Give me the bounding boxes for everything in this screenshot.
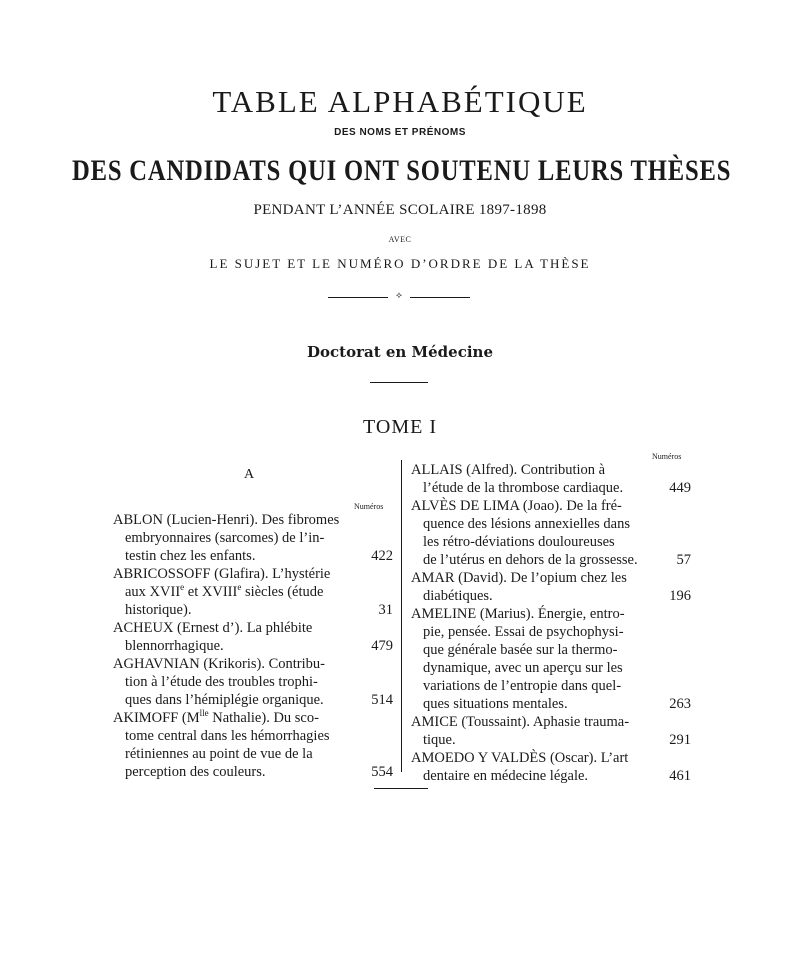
entry-line: AGHAVNIAN (Krikoris). Contribu- (113, 656, 325, 672)
entry-line: AKIMOFF ($M^{lle}$ Nathalie). Du sco- (113, 708, 319, 726)
subtitle-avec: AVEC (388, 235, 412, 244)
title-candidates: DES CANDIDATS QUI ONT SOUTENU LEURS THÈSES (72, 154, 732, 187)
tome-heading: TOME I (363, 416, 437, 438)
column-divider (401, 460, 402, 772)
entry-line: historique). (125, 602, 192, 618)
entry-line: ALLAIS (Alfred). Contribution à (411, 462, 606, 478)
thesis-number: 196 (669, 588, 691, 604)
entry-line: de l’utérus en dehors de la grossesse. (423, 552, 638, 568)
section-divider (370, 382, 428, 383)
entry-line: testin chez les enfants. (125, 548, 256, 564)
entry-line: aux XVIIe et XVIIIe siècles (étude (125, 582, 324, 600)
thesis-number: 31 (378, 602, 393, 618)
thesis-number: 263 (669, 696, 691, 712)
entry-line: AMOEDO Y VALDÈS (Oscar). L’art (411, 750, 629, 766)
entry-line: ques dans l’hémiplégie organique. (125, 692, 324, 708)
entry-line: ALVÈS DE LIMA (Joao). De la fré- (411, 498, 622, 514)
entry-line: rétiniennes au point de vue de la (125, 746, 313, 762)
thesis-number: 554 (371, 764, 393, 780)
thesis-number: 461 (669, 768, 691, 784)
numeros-label-left: Numéros (354, 502, 384, 511)
numeros-label-right: Numéros (652, 452, 682, 461)
subtitle-subject: LE SUJET ET LE NUMÉRO D’ORDRE DE LA THÈSE (209, 256, 591, 271)
thesis-number: 449 (669, 480, 691, 496)
thesis-number: 479 (371, 638, 393, 654)
subtitle-period: PENDANT L’ANNÉE SCOLAIRE 1897-1898 (253, 202, 547, 218)
entry-line: AMAR (David). De l’opium chez les (411, 570, 627, 586)
right-column (411, 461, 691, 784)
entry-line: AMELINE (Marius). Énergie, entro- (411, 606, 625, 622)
section-title: Doctorat en Médecine (307, 343, 493, 361)
entry-line: ACHEUX (Ernest d’). La phlébite (113, 620, 313, 636)
entry-line: embryonnaires (sarcomes) de l’in- (125, 530, 325, 546)
entry-line: l’étude de la thrombose cardiaque. (423, 480, 624, 496)
letter-heading: A (244, 467, 255, 482)
entry-line: diabétiques. (423, 588, 493, 604)
entry-line: tome central dans les hémorrhagies (125, 728, 330, 744)
entry-line: pie, pensée. Essai de psychophysi- (423, 624, 624, 640)
page-title: TABLE ALPHABÉTIQUE (212, 84, 588, 119)
entry-line: blennorrhagique. (125, 638, 224, 654)
entry-line: tion à l’étude des troubles trophi- (125, 674, 318, 690)
ornament-icon: ⟡ (388, 290, 410, 302)
closing-divider (374, 788, 428, 789)
subtitle-names: DES NOMS ET PRÉNOMS (334, 127, 466, 138)
entry-line: dentaire en médecine légale. (423, 768, 589, 784)
thesis-number: 422 (371, 548, 393, 564)
entry-line: perception des couleurs. (125, 764, 266, 780)
entry-line: tique. (423, 732, 456, 748)
entry-line: AMICE (Toussaint). Aphasie trauma- (411, 714, 630, 730)
entry-line: variations de l’entropie dans quel- (423, 678, 622, 694)
left-column (113, 511, 393, 780)
entry-line: ABRICOSSOFF (Glafira). L’hystérie (113, 566, 331, 582)
entry-line: les rétro-déviations douloureuses (423, 534, 615, 550)
entry-line: ABLON (Lucien-Henri). Des fibromes (113, 512, 340, 528)
entry-line: ques situations mentales. (423, 696, 568, 712)
entry-line: dynamique, avec un aperçu sur les (423, 660, 623, 676)
thesis-number: 291 (669, 732, 691, 748)
thesis-number: 514 (371, 692, 393, 708)
thesis-number: 57 (676, 552, 691, 568)
entry-line: que générale basée sur la thermo- (423, 642, 618, 658)
entry-line: quence des lésions annexielles dans (423, 516, 630, 532)
